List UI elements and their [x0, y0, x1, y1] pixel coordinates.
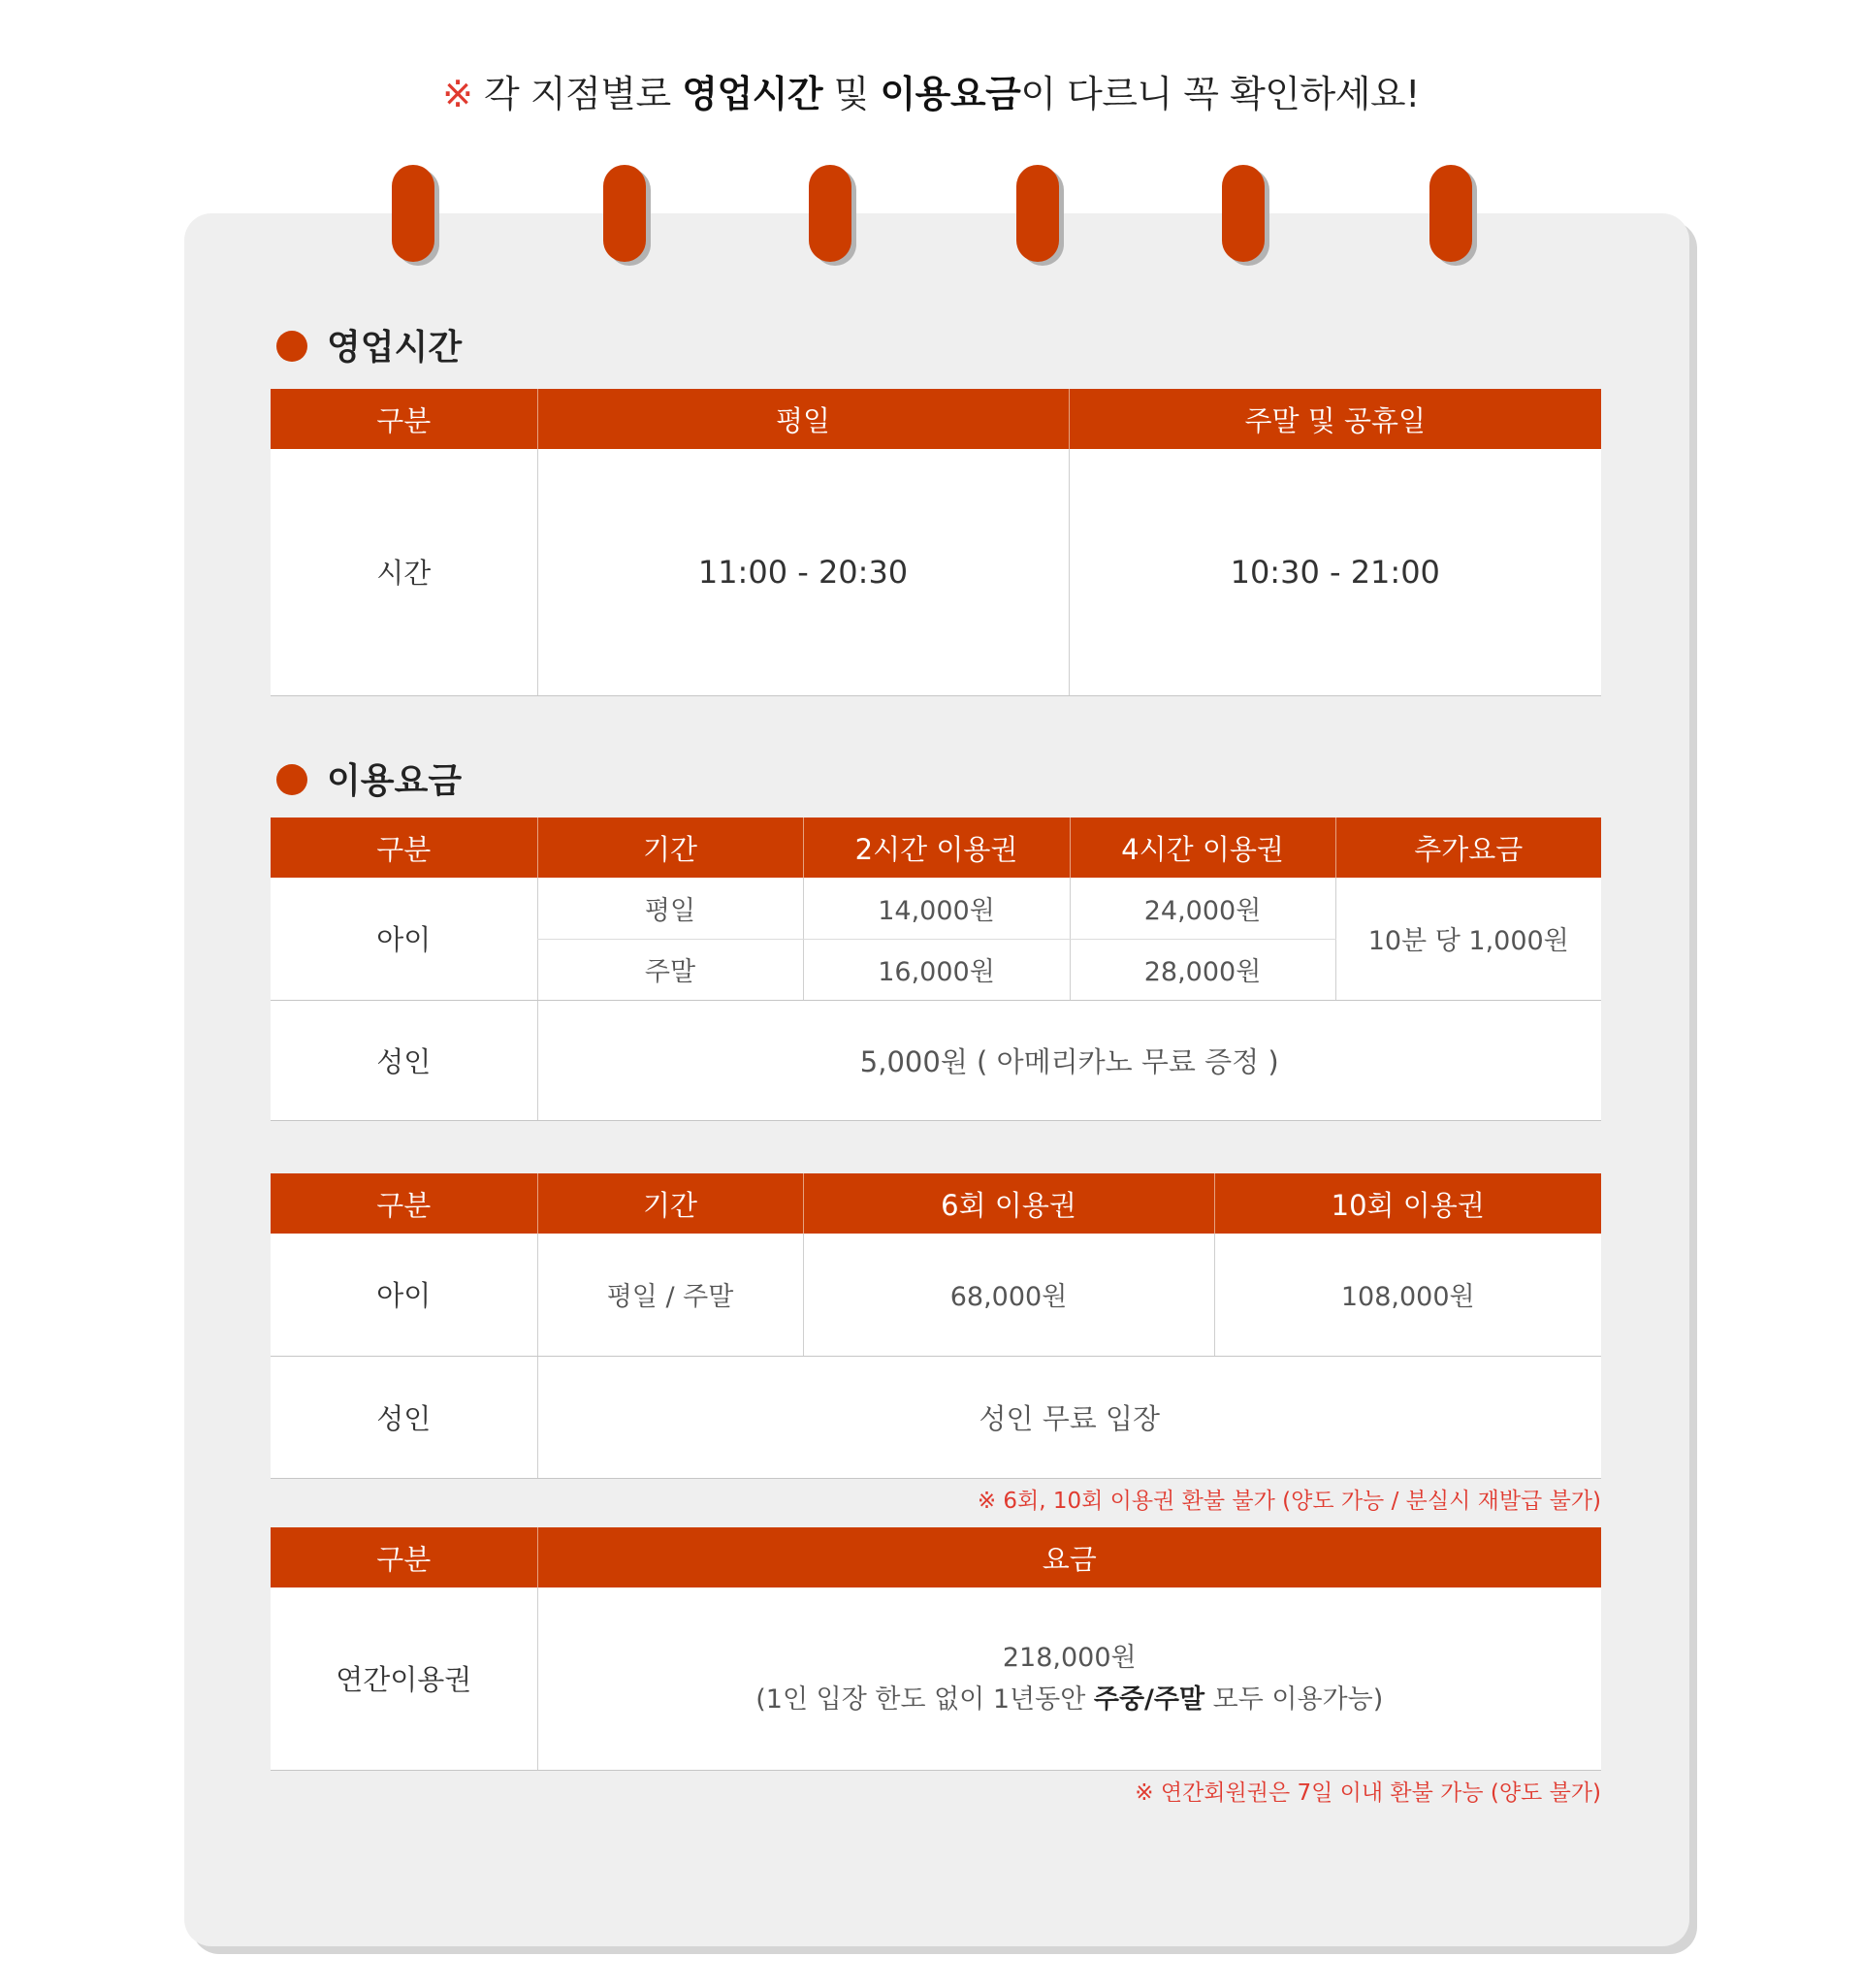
bullet-dot-icon: [276, 331, 307, 362]
binder-ring-2: [603, 165, 646, 262]
pass-period: 평일 / 주말: [537, 1234, 803, 1356]
header-category: 구분: [271, 389, 537, 449]
notice-text-1: 각 지점별로: [472, 73, 683, 115]
pass-refund-note: ※ 6회, 10회 이용권 환불 불가 (양도 가능 / 분실시 재발급 불가): [977, 1489, 1601, 1514]
table-row: [271, 1356, 1601, 1478]
hours-table: [271, 389, 1601, 696]
section-title-hours-text: 영업시간: [327, 328, 463, 368]
notice-bold-hours: 영업시간: [682, 73, 823, 115]
extra-fee: 10분 당 1,000원: [1335, 878, 1601, 1000]
header-price: 요금: [537, 1527, 1601, 1587]
hours-row: [271, 449, 1601, 695]
annual-pass-info: [537, 1587, 1601, 1770]
weekday-four-hour-price: 24,000원: [1070, 878, 1335, 939]
section-title-fees: [276, 754, 462, 803]
table-row: [271, 1234, 1601, 1356]
notice-text-3: 이 다르니 꼭 확인하세요!: [1020, 73, 1420, 115]
fees-table-annual: [271, 1527, 1601, 1771]
header-two-hour: 2시간 이용권: [803, 818, 1070, 878]
adult-label: 성인: [271, 1356, 537, 1478]
notice-banner: [0, 64, 1862, 117]
ten-pass-price: 108,000원: [1214, 1234, 1601, 1356]
fees-table-hourly: [271, 818, 1601, 1121]
fees-header-row: [271, 818, 1601, 878]
header-period: 기간: [537, 1173, 803, 1234]
fees-table-pass: [271, 1173, 1601, 1479]
header-weekday: 평일: [537, 389, 1069, 449]
weekday-two-hour-price: 14,000원: [803, 878, 1070, 939]
section-title-hours: [276, 320, 462, 369]
header-ten-pass: 10회 이용권: [1214, 1173, 1601, 1234]
notice-text-2: 및: [822, 73, 881, 115]
annual-pass-desc: [538, 1679, 1602, 1720]
child-label: 아이: [271, 1234, 537, 1356]
weekday-hours: 11:00 - 20:30: [537, 449, 1069, 695]
header-category: 구분: [271, 1173, 537, 1234]
adult-label: 성인: [271, 1000, 537, 1120]
table-row: [271, 1587, 1601, 1770]
period-weekday: 평일: [537, 878, 803, 939]
adult-fee: 성인 무료 입장: [537, 1356, 1601, 1478]
six-pass-price: 68,000원: [803, 1234, 1214, 1356]
section-title-fees-text: 이용요금: [327, 761, 463, 801]
table-row: [271, 878, 1601, 939]
annual-pass-price: 218,000원: [1002, 1642, 1137, 1673]
header-six-pass: 6회 이용권: [803, 1173, 1214, 1234]
header-category: 구분: [271, 818, 537, 878]
binder-ring-3: [809, 165, 851, 262]
annual-refund-note: ※ 연간회원권은 7일 이내 환불 가능 (양도 불가): [1135, 1780, 1601, 1806]
pass-header-row: [271, 1173, 1601, 1234]
hours-row-label: 시간: [271, 449, 537, 695]
annual-pass-label: 연간이용권: [271, 1587, 537, 1770]
annual-header-row: [271, 1527, 1601, 1587]
header-weekend: 주말 및 공휴일: [1069, 389, 1601, 449]
reference-mark: ※: [442, 73, 473, 115]
weekend-two-hour-price: 16,000원: [803, 939, 1070, 1000]
period-weekend: 주말: [537, 939, 803, 1000]
bullet-dot-icon: [276, 764, 307, 795]
binder-ring-4: [1016, 165, 1059, 262]
notice-bold-fees: 이용요금: [880, 73, 1021, 115]
table-row: [271, 1000, 1601, 1120]
header-four-hour: 4시간 이용권: [1070, 818, 1335, 878]
hours-header-row: [271, 389, 1601, 449]
adult-fee: 5,000원 ( 아메리카노 무료 증정 ): [537, 1000, 1601, 1120]
binder-ring-5: [1222, 165, 1265, 262]
weekend-hours: 10:30 - 21:00: [1069, 449, 1601, 695]
header-extra: 추가요금: [1335, 818, 1601, 878]
binder-ring-6: [1429, 165, 1472, 262]
annual-desc-post: 모두 이용가능): [1204, 1683, 1384, 1715]
annual-desc-bold: 주중/주말: [1093, 1683, 1205, 1715]
weekend-four-hour-price: 28,000원: [1070, 939, 1335, 1000]
header-category: 구분: [271, 1527, 537, 1587]
binder-ring-1: [392, 165, 434, 262]
annual-desc-pre: (1인 입장 한도 없이 1년동안: [755, 1683, 1094, 1715]
header-period: 기간: [537, 818, 803, 878]
child-label: 아이: [271, 878, 537, 1000]
